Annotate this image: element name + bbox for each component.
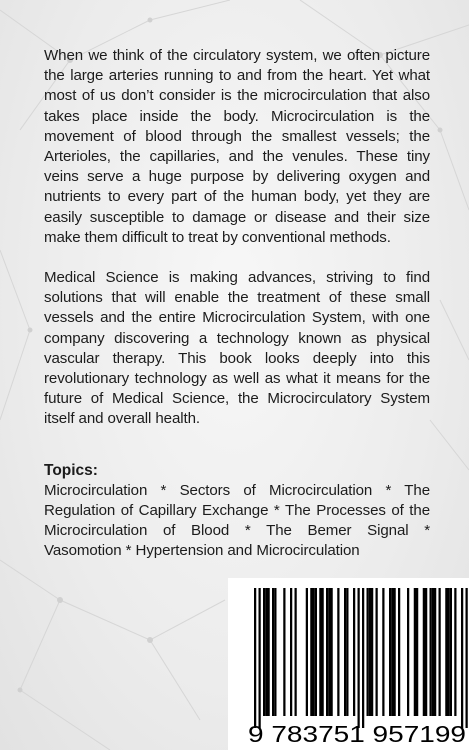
barcode-bar: [367, 588, 369, 716]
back-cover-text: [44, 46, 430, 561]
barcode-bar: [434, 588, 436, 716]
barcode-digits: 9 783751 957199: [248, 721, 466, 747]
barcode-bar: [439, 588, 441, 716]
barcode-bar: [353, 588, 355, 716]
barcode-bar: [295, 588, 297, 716]
barcode-bar: [265, 588, 267, 716]
barcode-bar: [319, 588, 321, 716]
barcode-bar: [290, 588, 292, 716]
barcode-bar: [326, 588, 328, 716]
barcode-bar: [371, 588, 373, 716]
blurb-paragraph-2: Medical Science is making advances, striving to find solutions that will enable the treatment of these small vessels and the entire Microcirculation System, with one company discovering a technology known as physical vascular therapy. This book looks deeply into this revolutionary technology as well as what it means for the future of Medical Science, the Microcirculatory System itself and overall health.: [44, 269, 430, 428]
barcode-bar: [414, 588, 416, 716]
barcode-bar: [423, 588, 425, 716]
barcode-bar: [315, 588, 317, 716]
barcode-bar: [328, 588, 330, 716]
barcode-bar: [310, 588, 312, 716]
barcode-bar: [391, 588, 393, 716]
barcode-bar: [450, 588, 452, 716]
barcode-bar: [358, 588, 360, 728]
barcode-bar: [274, 588, 276, 716]
barcode-bar: [394, 588, 396, 716]
barcode-bar: [416, 588, 418, 716]
barcode-bar: [432, 588, 434, 716]
barcode-bar: [254, 588, 256, 728]
barcode-bar: [382, 588, 384, 716]
barcode-bar: [313, 588, 315, 716]
barcode-bar: [272, 588, 274, 716]
barcode-bar: [461, 588, 463, 728]
barcode-bar: [369, 588, 371, 716]
barcode-bar: [259, 588, 261, 728]
barcode-bar: [448, 588, 450, 716]
barcode-bar: [283, 588, 285, 716]
barcode-bar: [376, 588, 378, 716]
barcode-bar: [331, 588, 333, 716]
barcode-bar: [346, 588, 348, 716]
barcode-bar: [445, 588, 447, 716]
barcode-bar: [263, 588, 265, 716]
barcode-bar: [466, 588, 468, 728]
blurb-paragraph-1: When we think of the circulatory system, we often picture the large arteries running to and from the heart. Yet what most of us don’t consider is the microcirculation that also takes place inside the body. Microcirculation is the movement of blood through the smallest vessels; the Arterioles, the capillaries, and the venules. These tiny veins serve a huge purpose by delivering oxygen and nutrients to every part of the human body, yet they are easily susceptible to damage or disease and their size make them difficult to treat by conventional methods.: [44, 47, 430, 246]
barcode-bars: [228, 578, 469, 750]
barcode-bar: [306, 588, 308, 716]
barcode-bar: [425, 588, 427, 716]
barcode-bar: [407, 588, 409, 716]
isbn-barcode: [228, 578, 469, 750]
barcode-bar: [430, 588, 432, 716]
barcode-bar: [398, 588, 400, 716]
barcode-bar: [454, 588, 456, 716]
topics-list: Microcirculation * Sectors of Microcirculation * The Regulation of Capillary Exchange * The Processes of the Microcirculation of Blood * The Bemer Signal * Vasomotion * Hypertension and Microcirculation: [44, 481, 430, 560]
barcode-bar: [389, 588, 391, 716]
barcode-bar: [344, 588, 346, 716]
barcode-bar: [322, 588, 324, 716]
topics-heading: Topics:: [44, 461, 98, 479]
barcode-bar: [362, 588, 364, 728]
barcode-bar: [337, 588, 339, 716]
barcode-bar: [268, 588, 270, 716]
